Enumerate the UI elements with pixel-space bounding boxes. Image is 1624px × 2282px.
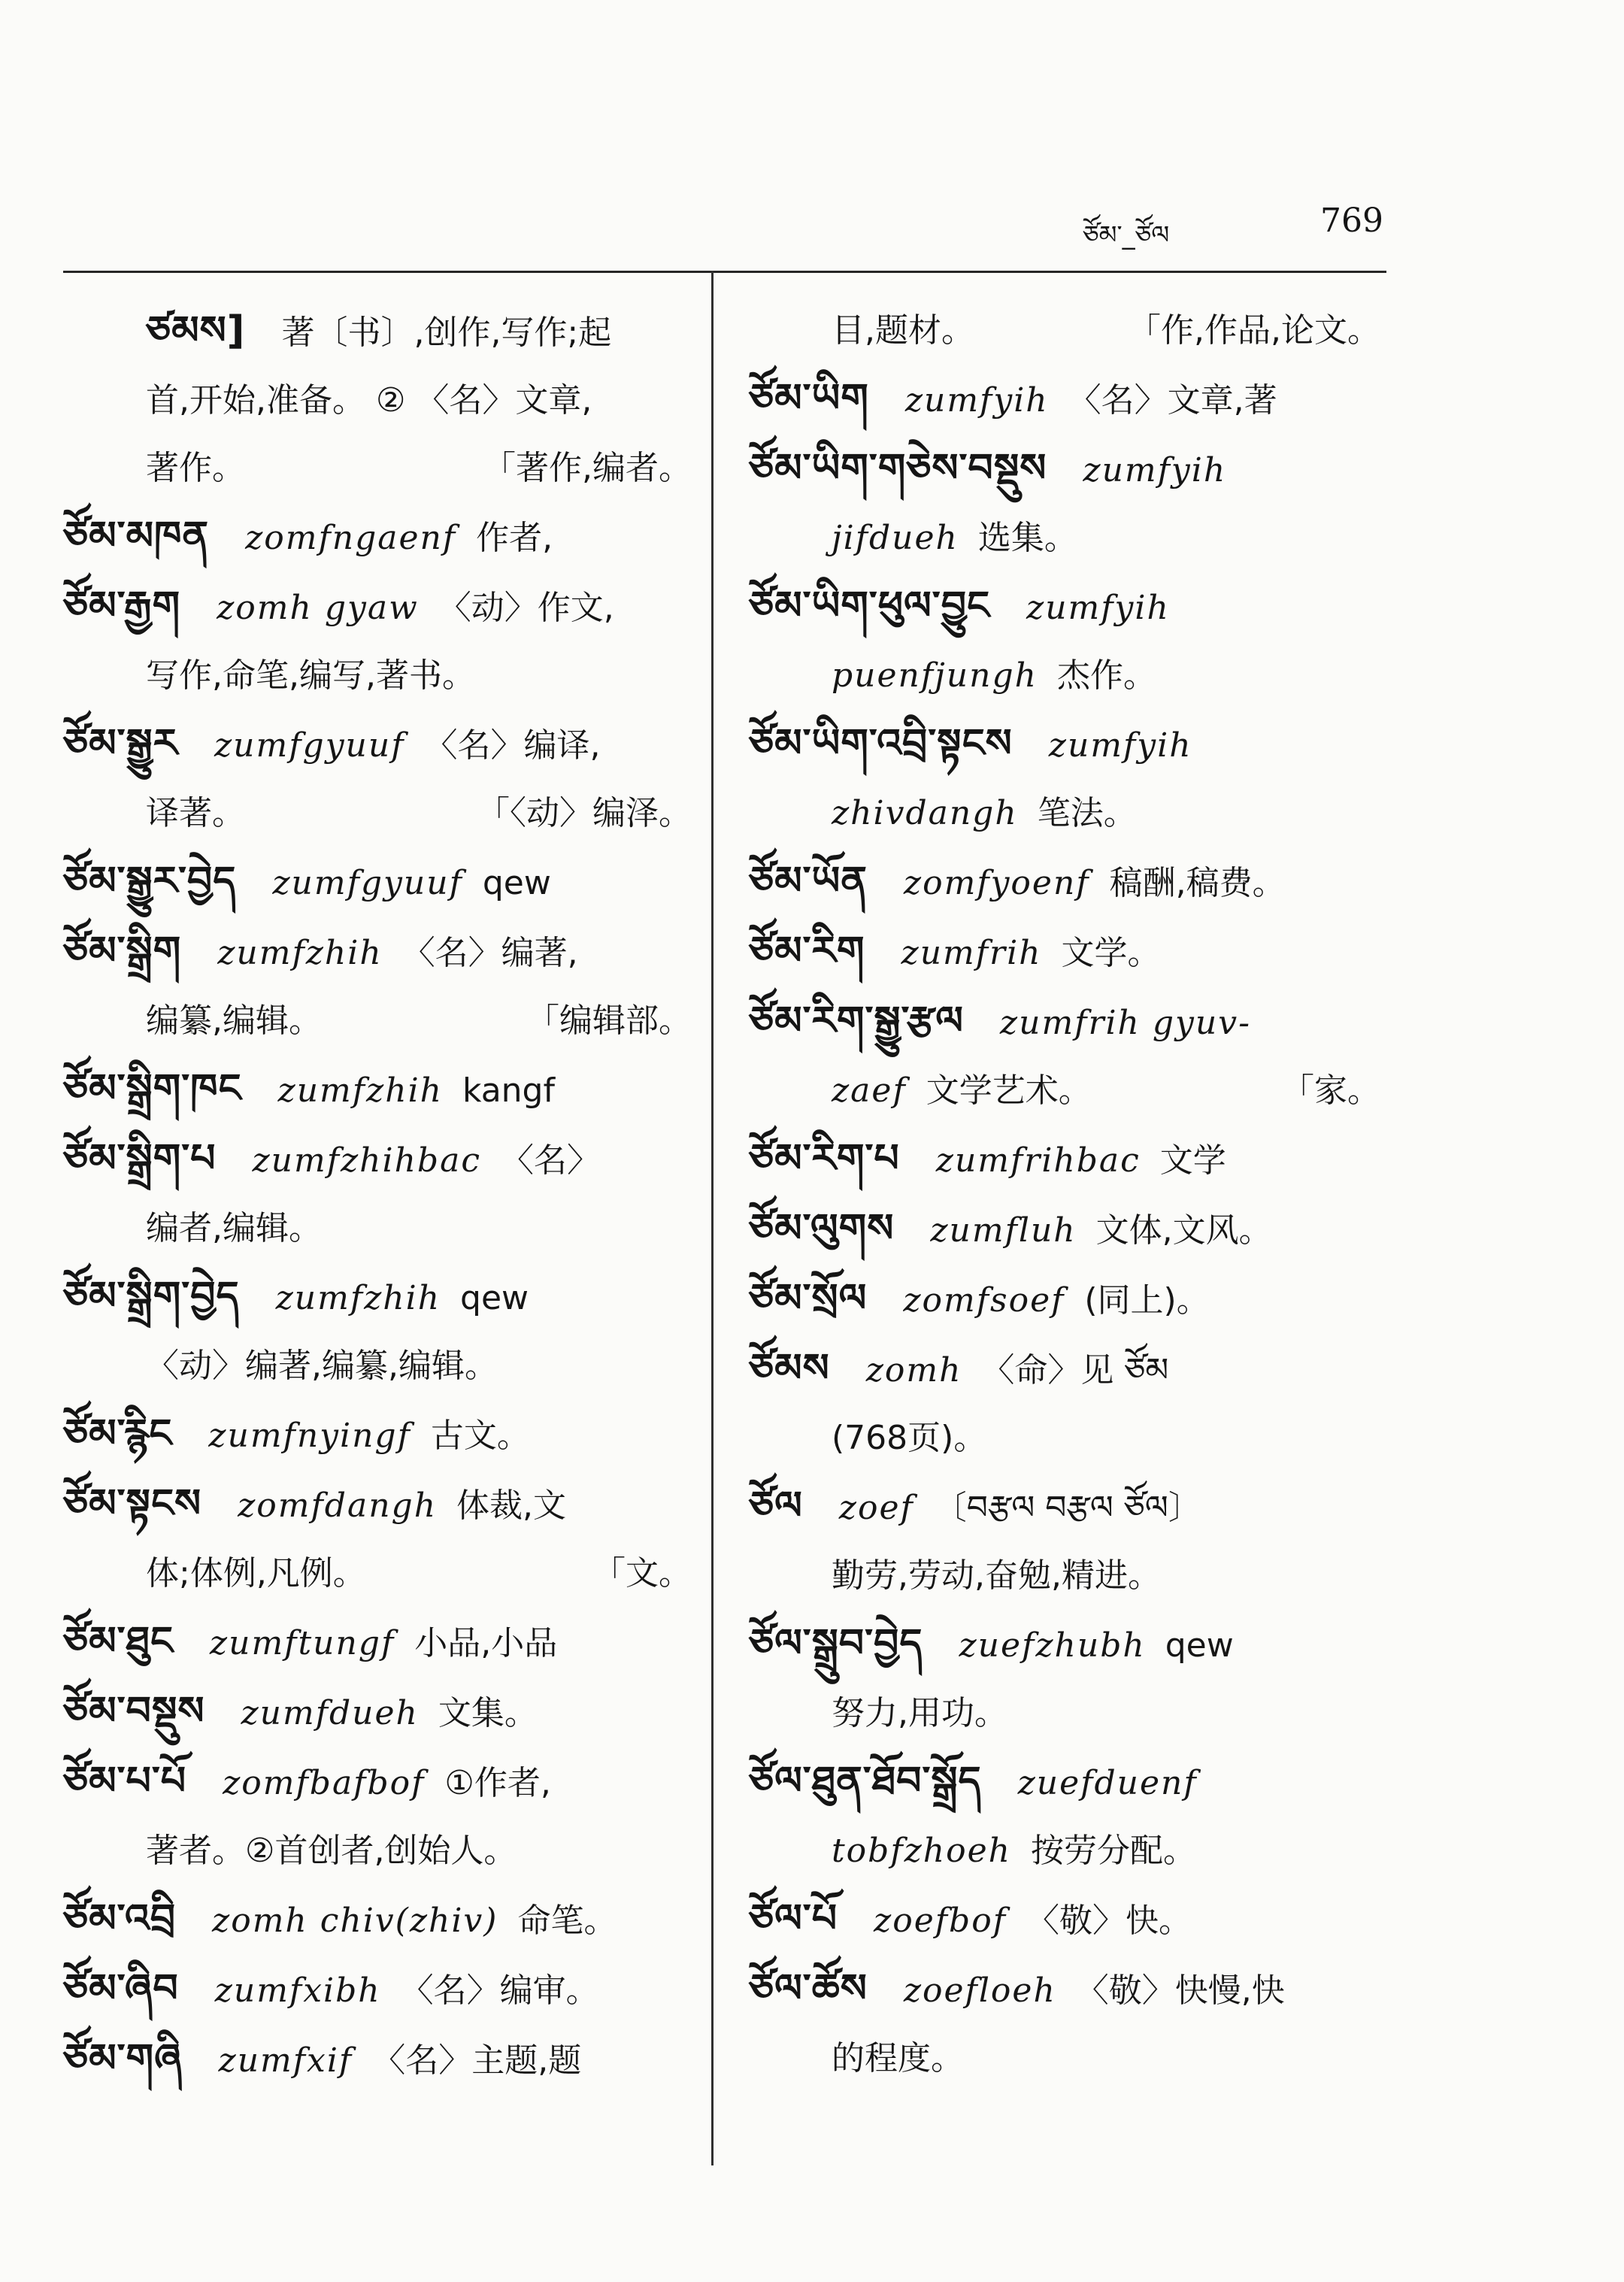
romanization: zomh gyaw <box>217 589 419 627</box>
dictionary-entry <box>749 365 1380 435</box>
romanization: zoefloeh <box>903 1971 1056 2010</box>
page-number: 769 <box>1320 202 1383 240</box>
dictionary-entry <box>749 1335 1380 1472</box>
definition: (768页)。 <box>832 1419 987 1457</box>
dictionary-entry <box>749 1472 1380 1610</box>
entry-line <box>749 1265 1380 1335</box>
right-column <box>749 297 1380 2093</box>
romanization: zumfyih <box>1048 726 1192 765</box>
entry-line <box>63 780 692 847</box>
entry-line <box>63 1470 692 1540</box>
headword: ཙོམ་ལུགས <box>749 1206 895 1251</box>
definition: 〈名〉文章,著 <box>1068 381 1277 420</box>
definition: 稿酬,稿费。 <box>1109 864 1286 902</box>
definition: 文体,文风。 <box>1095 1211 1272 1250</box>
definition: 的程度。 <box>832 2039 964 2077</box>
romanization: zumfnyingf <box>208 1417 411 1455</box>
headword: ཙོམ་པ་པོ <box>63 1759 187 1804</box>
entry-line <box>749 1680 1380 1747</box>
dictionary-entry <box>63 1747 692 1885</box>
headword: ཙོམ་སྒྱུར <box>63 721 178 766</box>
definition: 〔བརྩལ བརྩལ ཙོལ〕 <box>933 1489 1201 1527</box>
definition: 杰作。 <box>1057 656 1156 695</box>
definition: 体裁,文 <box>456 1486 567 1525</box>
header-rule <box>63 271 1386 273</box>
dictionary-entry <box>749 1265 1380 1335</box>
dictionary-entry <box>749 435 1380 572</box>
romanization: zomfngaenf <box>245 519 457 557</box>
headword: ཙོམ་སྒྲིག་པ <box>63 1136 217 1181</box>
entry-line <box>749 435 1380 505</box>
entry-line <box>749 297 1380 365</box>
romanization: zumfrih <box>901 934 1042 972</box>
entry-line <box>749 1955 1380 2025</box>
entry-line <box>749 987 1380 1057</box>
headword: ཙོམ་ཡོན <box>749 859 868 904</box>
romanization: zomfyoenf <box>903 864 1090 902</box>
romanization: zumfrih gyuv- <box>999 1004 1251 1042</box>
continuation-note: 「〈动〉编泽。 <box>477 794 692 832</box>
entry-line <box>749 1542 1380 1610</box>
entry-line <box>749 1817 1380 1885</box>
headword: ཙོམ་ཡིག <box>749 376 869 421</box>
romanization: zomfsoef <box>903 1281 1065 1320</box>
dictionary-entry <box>63 1055 692 1125</box>
romanization: zumfrihbac <box>935 1141 1141 1180</box>
headword: ཙོལ་སྒྲུབ་བྱེད <box>749 1621 923 1666</box>
entry-line <box>749 1747 1380 1817</box>
dictionary-entry <box>63 710 692 847</box>
headword: ཙོམ་ཡིག་ཕུལ་བྱུང <box>749 583 991 629</box>
entry-line <box>63 1817 692 1885</box>
entry-line <box>749 505 1380 572</box>
definition: 〈名〉 <box>500 1141 600 1180</box>
dictionary-entry <box>749 710 1380 847</box>
definition: 按劳分配。 <box>1031 1832 1197 1870</box>
definition: 首,开始,准备。 ② 〈名〉文章, <box>146 381 592 420</box>
entry-line <box>63 1747 692 1817</box>
dictionary-entry <box>749 1885 1380 1955</box>
entry-line <box>63 1125 692 1195</box>
headword: ཙོམ་རྙིང <box>63 1411 173 1456</box>
dictionary-entry <box>63 502 692 572</box>
dictionary-entry <box>749 1195 1380 1265</box>
definition: (同上)。 <box>1084 1281 1210 1320</box>
headword: ཙོམ་འབྲི <box>63 1896 177 1941</box>
entry-line <box>749 365 1380 435</box>
romanization: zomfbafbof <box>223 1764 426 1802</box>
romanization: zoef <box>838 1489 914 1527</box>
definition: 目,题材。 <box>832 311 974 350</box>
definition: 〈动〉作文, <box>438 589 614 627</box>
headword: ཙོམ་སྒྲིག་བྱེད <box>63 1274 240 1319</box>
definition: 著者。②首创者,创始人。 <box>146 1832 517 1870</box>
romanization: zumfgyuuf <box>272 864 463 902</box>
definition: 〈命〉见 ཙོམ <box>981 1351 1169 1390</box>
definition: 文学。 <box>1061 934 1161 972</box>
definition: 〈敬〉快慢,快 <box>1075 1971 1285 2010</box>
definition: 译著。 <box>146 794 245 832</box>
dictionary-entry <box>749 1747 1380 1885</box>
definition: 〈敬〉快。 <box>1026 1902 1192 1940</box>
entry-line <box>63 1540 692 1608</box>
headword: ཙོམ་ཡིག་གཅེས་བསྡུས <box>749 446 1047 491</box>
definition: 著作。 <box>146 449 245 487</box>
entry-line <box>749 1405 1380 1472</box>
dictionary-entry <box>63 2025 692 2095</box>
headword: ཙོམ་གཞི <box>63 2036 183 2081</box>
entry-line <box>63 435 692 502</box>
romanization: zumfdueh <box>241 1694 419 1732</box>
romanization: zomh <box>865 1351 962 1390</box>
dictionary-entry <box>749 1125 1380 1195</box>
headword: ཙོལ <box>749 1483 803 1529</box>
definition: 命笔。 <box>517 1902 617 1940</box>
romanization: zoefbof <box>874 1902 1007 1940</box>
definition: qew <box>482 864 551 902</box>
romanization: jifdueh <box>832 519 959 557</box>
dictionary-entry <box>63 1125 692 1262</box>
dictionary-entry <box>63 572 692 710</box>
entry-line <box>63 1885 692 1955</box>
entry-line <box>749 780 1380 847</box>
definition: 〈名〉编译, <box>424 726 601 765</box>
dictionary-entry <box>63 847 692 917</box>
entry-line <box>63 1332 692 1400</box>
headword: ཙོམ་ཡིག་འབྲི་སྟངས <box>749 721 1013 766</box>
entry-line <box>749 572 1380 642</box>
entry-line <box>63 2025 692 2095</box>
entry-line <box>63 710 692 780</box>
definition: 〈名〉主题,题 <box>372 2041 582 2080</box>
headword: ཙོམ་རིག <box>749 929 865 974</box>
definition: kangf <box>462 1071 555 1110</box>
definition: 选集。 <box>977 519 1077 557</box>
entry-line <box>63 1262 692 1332</box>
dictionary-entry <box>63 1262 692 1400</box>
definition: 努力,用功。 <box>832 1694 1007 1732</box>
dictionary-entry <box>63 1470 692 1608</box>
entry-line <box>749 1472 1380 1542</box>
romanization: zumfyih <box>1083 451 1227 489</box>
dictionary-entry <box>749 847 1380 917</box>
entry-line <box>63 917 692 987</box>
definition: qew <box>460 1279 529 1317</box>
headword: ཙོམ་ཞིབ <box>63 1966 179 2011</box>
dictionary-entry <box>749 572 1380 710</box>
definition: 笔法。 <box>1037 794 1137 832</box>
dictionary-entry <box>63 1608 692 1677</box>
definition: 作者, <box>476 519 553 557</box>
dictionary-entry <box>63 1955 692 2025</box>
romanization: tobfzhoeh <box>832 1832 1012 1870</box>
headword: ཙོམ་རྒྱག <box>63 583 181 629</box>
definition: 〈名〉编著, <box>401 934 578 972</box>
headword: ཙོམ་རིག་སྒྱུ་རྩལ <box>749 999 964 1044</box>
entry-line <box>749 1885 1380 1955</box>
dictionary-entry <box>749 1610 1380 1747</box>
entry-line <box>63 297 692 367</box>
dictionary-entry <box>749 1955 1380 2093</box>
definition: 小品,小品 <box>414 1624 558 1662</box>
definition: 文集。 <box>438 1694 538 1732</box>
headword: ཙོལ་ཐུན་ཐོབ་སྒྲོད <box>749 1759 982 1804</box>
continuation-note: 「文。 <box>592 1554 692 1593</box>
definition: 文学 <box>1159 1141 1226 1180</box>
entry-line <box>63 987 692 1055</box>
definition: 著〔书〕,创作,写作;起 <box>281 314 612 352</box>
romanization: zumfgyuuf <box>214 726 405 765</box>
definition: 写作,命笔,编写,著书。 <box>146 656 475 695</box>
romanization: zumfzhih <box>217 934 383 972</box>
entry-line <box>63 572 692 642</box>
dictionary-entry <box>749 917 1380 987</box>
headword: ཙོལ་པོ <box>749 1896 838 1941</box>
romanization: zuefzhubh <box>959 1626 1146 1665</box>
romanization: zumfyih <box>904 381 1049 420</box>
page-header <box>1083 202 1383 262</box>
definition: 〈名〉编审。 <box>400 1971 599 2010</box>
headword: ཙམས] <box>146 308 246 353</box>
entry-line <box>63 367 692 435</box>
definition: 编纂,编辑。 <box>146 1002 322 1040</box>
entry-line <box>63 1195 692 1262</box>
definition: 古文。 <box>430 1417 530 1455</box>
definition: ①作者, <box>444 1764 551 1802</box>
entry-line <box>749 1195 1380 1265</box>
romanization: zumfyih <box>1026 589 1170 627</box>
romanization: zumfzhihbac <box>252 1141 481 1180</box>
entry-line <box>749 1335 1380 1405</box>
entry-line <box>63 1055 692 1125</box>
continuation-note: 「作,作品,论文。 <box>1128 311 1380 350</box>
romanization: zumfluh <box>930 1211 1077 1250</box>
romanization: zumfzhih <box>275 1279 441 1317</box>
dictionary-entry <box>63 297 692 502</box>
headword: ཙོམ་མཁན <box>63 514 210 559</box>
headword: ཙོམ་རིག་པ <box>749 1136 900 1181</box>
definition: 编者,编辑。 <box>146 1209 322 1247</box>
guide-words: ཙོམ་_ཙོལ <box>1083 220 1170 250</box>
entry-line <box>749 710 1380 780</box>
romanization: zaef <box>832 1071 907 1110</box>
headword: ཙོམ་སྲོལ <box>749 1276 868 1321</box>
definition: 勤劳,劳动,奋勉,精进。 <box>832 1556 1161 1595</box>
entry-line <box>749 1057 1380 1125</box>
definition: qew <box>1165 1626 1234 1665</box>
romanization: zumfxibh <box>214 1971 381 2010</box>
headword: ཙོལ་ཚོས <box>749 1966 868 2011</box>
romanization: zumfzhih <box>277 1071 443 1110</box>
entry-line <box>63 1608 692 1677</box>
continuation-note: 「编辑部。 <box>526 1002 692 1040</box>
romanization: zomh chiv(zhiv) <box>212 1902 498 1940</box>
entry-line <box>63 1400 692 1470</box>
entry-line <box>749 847 1380 917</box>
column-divider <box>711 271 714 2165</box>
definition: 〈动〉编著,编纂,编辑。 <box>146 1347 498 1385</box>
headword: ཙོམ་སྒྱུར་བྱེད <box>63 859 237 904</box>
entry-line <box>749 642 1380 710</box>
headword: ཙོམ་བསྡུས <box>63 1689 205 1734</box>
dictionary-entry <box>63 1677 692 1747</box>
dictionary-entry <box>749 987 1380 1125</box>
romanization: zumftungf <box>209 1624 395 1662</box>
entry-line <box>749 1610 1380 1680</box>
entry-line <box>749 2025 1380 2093</box>
romanization: zuefduenf <box>1017 1764 1198 1802</box>
entry-line <box>63 1955 692 2025</box>
continuation-note: 「家。 <box>1281 1071 1380 1110</box>
left-column <box>63 297 692 2095</box>
definition: 文学艺术。 <box>926 1071 1092 1110</box>
entry-line <box>749 917 1380 987</box>
headword: ཙོམ་སྒྲིག་ཁང <box>63 1066 242 1111</box>
entry-line <box>63 847 692 917</box>
entry-line <box>63 1677 692 1747</box>
headword: ཙོམས <box>749 1346 830 1391</box>
dictionary-entry <box>63 1400 692 1470</box>
headword: ཙོམ་སྒྲིག <box>63 929 182 974</box>
definition: 体;体例,凡例。 <box>146 1554 366 1593</box>
entry-line <box>749 1125 1380 1195</box>
dictionary-entry <box>749 297 1380 365</box>
dictionary-entry <box>63 917 692 1055</box>
headword: ཙོམ་ཐུང <box>63 1619 174 1664</box>
romanization: zomfdangh <box>238 1486 438 1525</box>
romanization: puenfjungh <box>832 656 1038 695</box>
romanization: zumfxif <box>218 2041 353 2080</box>
headword: ཙོམ་སྟངས <box>63 1481 202 1526</box>
entry-line <box>63 502 692 572</box>
entry-line <box>63 642 692 710</box>
continuation-note: 「著作,编者。 <box>483 449 692 487</box>
dictionary-entry <box>63 1885 692 1955</box>
romanization: zhivdangh <box>832 794 1018 832</box>
